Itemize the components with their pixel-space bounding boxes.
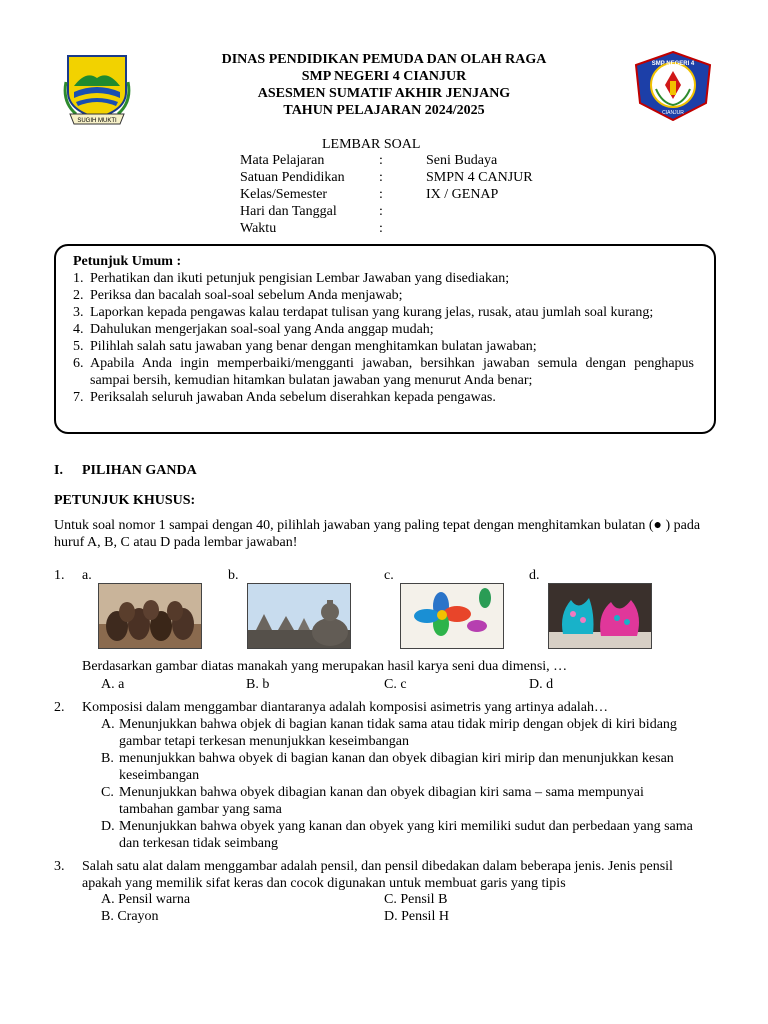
school-logo	[634, 51, 712, 121]
instruction-number: 2.	[73, 288, 84, 303]
answer-option[interactable]	[101, 750, 696, 784]
specific-instructions-title: PETUNJUK KHUSUS:	[54, 493, 196, 508]
question-text: Komposisi dalam menggambar diantaranya adalah komposisi asimetris yang artinya adalah…	[82, 700, 609, 715]
flower-painting-image	[400, 583, 504, 649]
section-number: I.	[54, 463, 63, 478]
option-text: menunjukkan bahwa obyek di bagian kanan dan obyek dibagian kiri mirip dan menunjukkan kesan keseimbangan	[119, 751, 674, 783]
info-colon: :	[379, 153, 383, 168]
option-letter: A.	[101, 717, 115, 732]
answer-options	[101, 716, 696, 852]
answer-option[interactable]: D. Pensil H	[384, 909, 449, 924]
question-number: 3.	[54, 859, 65, 874]
answer-option[interactable]	[101, 716, 696, 750]
instruction-text: Pilihlah salah satu jawaban yang benar dengan menghitamkan bulatan jawaban;	[90, 339, 537, 354]
info-colon: :	[379, 187, 383, 202]
instruction-number: 3.	[73, 305, 84, 320]
info-colon: :	[379, 204, 383, 219]
logo-motto: SUGIH MUKTI	[77, 118, 117, 124]
instruction-text: Periksa dan bacalah soal-soal sebelum Anda menjawab;	[90, 288, 403, 303]
info-label: Waktu	[240, 221, 277, 236]
info-label: Kelas/Semester	[240, 187, 328, 202]
instruction-number: 6.	[73, 356, 84, 371]
option-letter: C.	[101, 785, 114, 800]
instruction-text: Perhatikan dan ikuti petunjuk pengisian Lembar Jawaban yang disediakan;	[90, 271, 510, 286]
instruction-item	[73, 270, 694, 287]
specific-instructions-text: Untuk soal nomor 1 sampai dengan 40, pilihlah jawaban yang paling tepat dengan menghitamkan bulatan (● ) pada huruf A, B, C atau D pada lembar jawaban!	[54, 518, 701, 550]
option-text: Menunjukkan bahwa obyek dibagian kanan dan obyek dibagian kiri sama – sama mempunyai tambahan gambar yang sama	[119, 785, 644, 817]
instruction-text: Periksalah seluruh jawaban Anda sebelum diserahkan kepada pengawas.	[90, 390, 496, 405]
section-title: PILIHAN GANDA	[82, 463, 197, 478]
answer-option[interactable]: A. a	[101, 677, 125, 692]
picture-label-d: d.	[529, 568, 540, 583]
header-line-3: ASESMEN SUMATIF AKHIR JENJANG	[257, 86, 511, 101]
option-text: Menunjukkan bahwa obyek yang kanan dan obyek yang kiri memiliki sudut dan perbedaan yang sama dan terkesan tidak seimbang	[119, 819, 693, 851]
answer-option[interactable]: C. Pensil B	[384, 892, 448, 907]
header-line-2: SMP NEGERI 4 CIANJUR	[301, 69, 467, 84]
question-text: Berdasarkan gambar diatas manakah yang merupakan hasil karya seni dua dimensi, …	[82, 659, 568, 674]
info-row	[240, 186, 640, 203]
info-colon: :	[379, 170, 383, 185]
answer-option[interactable]	[101, 784, 696, 818]
temple-statue-image	[247, 583, 351, 649]
picture-label-c: c.	[384, 568, 394, 583]
option-letter: B.	[101, 751, 114, 766]
instruction-text: Laporkan kepada pengawas kalau terdapat tulisan yang kurang jelas, rusak, atau jumlah soal kurang;	[90, 305, 654, 320]
info-label: Hari dan Tanggal	[240, 204, 337, 219]
info-label: Mata Pelajaran	[240, 153, 325, 168]
header-line-4: TAHUN PELAJARAN 2024/2025	[283, 103, 485, 118]
info-label: Satuan Pendidikan	[240, 170, 345, 185]
instruction-text: Apabila Anda ingin memperbaiki/mengganti jawaban, bersihkan jawaban semula dengan penghapus sampai bersih, kemudian hitamkan bulatan jawaban yang menurut Anda benar;	[90, 356, 694, 388]
instruction-number: 5.	[73, 339, 84, 354]
option-text: Menunjukkan bahwa objek di bagian kanan tidak sama atau tidak mirip dengan objek di kiri bidang gambar tetapi terkesan menunjukkan keseimbangan	[119, 717, 677, 749]
picture-label-a: a.	[82, 568, 92, 583]
answer-option[interactable]	[101, 818, 696, 852]
instruction-item	[73, 389, 694, 406]
sculpture-image	[548, 583, 652, 649]
answer-option[interactable]: B. Crayon	[101, 909, 159, 924]
pottery-image	[98, 583, 202, 649]
answer-option[interactable]: B. b	[246, 677, 270, 692]
instruction-number: 1.	[73, 271, 84, 286]
info-value: Seni Budaya	[426, 153, 498, 168]
instruction-number: 7.	[73, 390, 84, 405]
picture-label-b: b.	[228, 568, 239, 583]
option-letter: D.	[101, 819, 115, 834]
instruction-item	[73, 338, 694, 355]
answer-option[interactable]: A. Pensil warna	[101, 892, 191, 907]
info-row	[240, 203, 640, 220]
general-instructions-list	[73, 270, 694, 406]
sheet-title: LEMBAR SOAL	[322, 137, 421, 152]
logo-name: SMP NEGERI 4	[651, 61, 695, 67]
instruction-text: Dahulukan mengerjakan soal-soal yang Anda anggap mudah;	[90, 322, 434, 337]
logo-city: CIANJUR	[662, 110, 684, 116]
instruction-item	[73, 321, 694, 338]
info-row	[240, 220, 640, 237]
question-number: 1.	[54, 568, 65, 583]
answer-option[interactable]: D. d	[529, 677, 554, 692]
instruction-item	[73, 287, 694, 304]
instruction-item	[73, 304, 694, 321]
info-value: IX / GENAP	[426, 187, 499, 202]
question-number: 2.	[54, 700, 65, 715]
info-colon: :	[379, 221, 383, 236]
general-instructions-title: Petunjuk Umum :	[73, 254, 182, 269]
info-row	[240, 152, 640, 169]
info-value: SMPN 4 CANJUR	[426, 170, 533, 185]
header-line-1: DINAS PENDIDIKAN PEMUDA DAN OLAH RAGA	[221, 52, 547, 67]
answer-option[interactable]: C. c	[384, 677, 407, 692]
instruction-item	[73, 355, 694, 389]
exam-info	[240, 152, 640, 237]
question-text: Salah satu alat dalam menggambar adalah pensil, dan pensil dibedakan dalam beberapa jenis. Jenis pensil apakah yang memilik sifat keras dan cocok digunakan untuk membuat garis yang tipis	[82, 859, 673, 891]
instruction-number: 4.	[73, 322, 84, 337]
info-row	[240, 169, 640, 186]
